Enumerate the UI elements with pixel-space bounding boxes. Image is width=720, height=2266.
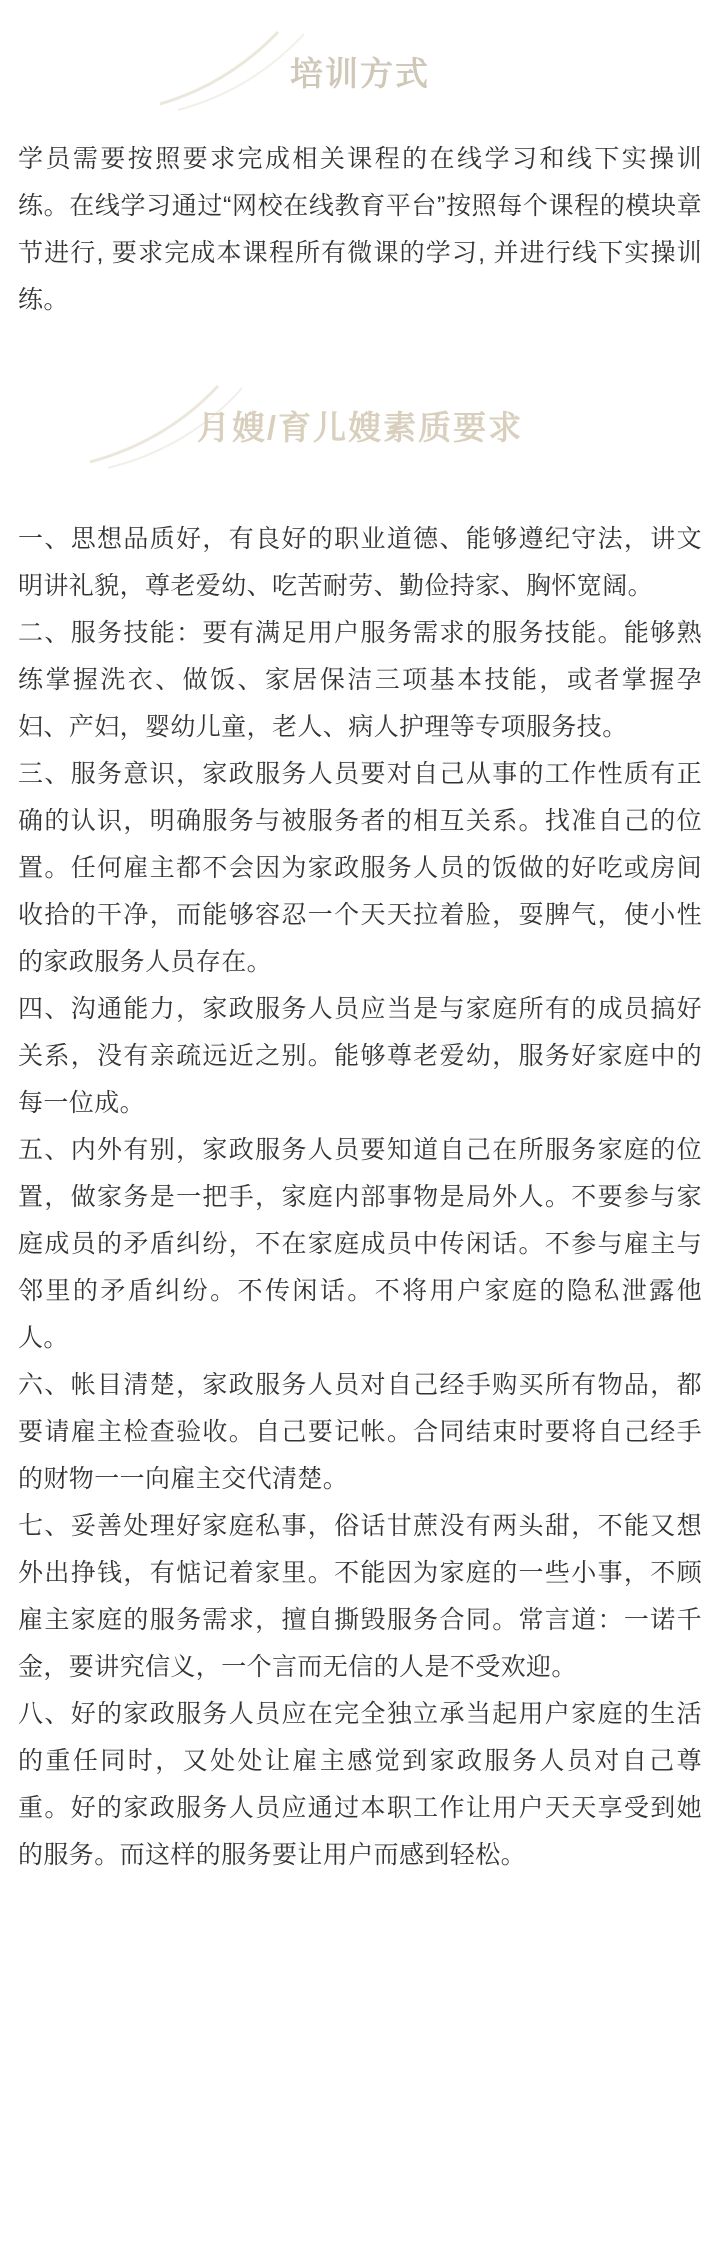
heading-text: 培训方式: [290, 55, 430, 92]
paragraph: 学员需要按照要求完成相关课程的在线学习和线下实操训练。在线学习通过“网校在线教育平台”按照每个课程的模块章节进行, 要求完成本课程所有微课的学习, 并进行线下实操训练。: [18, 145, 702, 314]
heading-text: 月嫂/育儿嫂素质要求: [196, 409, 524, 446]
document-page: [0, 30, 720, 2266]
section-body-quality-requirements: [10, 516, 710, 1879]
paragraph: 五、内外有别，家政服务人员要知道自己在所服务家庭的位置，做家务是一把手，家庭内部事物是局外人。不要参与家庭成员的矛盾纠纷，不在家庭成员中传闲话。不参与雇主与邻里的矛盾纠纷。不传闲话。不将用户家庭的隐私泄露他人。: [18, 1136, 702, 1352]
paragraph: 八、好的家政服务人员应在完全独立承当起用户家庭的生活的重任同时，又处处让雇主感觉到家政服务人员对自己尊重。好的家政服务人员应通过本职工作让用户天天享受到她的服务。而这样的服务要让用户而感到轻松。: [18, 1700, 702, 1869]
paragraph: 四、沟通能力，家政服务人员应当是与家庭所有的成员搞好关系，没有亲疏远近之别。能够尊老爱幼，服务好家庭中的每一位成。: [18, 995, 702, 1117]
paragraph: 六、帐目清楚，家政服务人员对自己经手购买所有物品，都要请雇主检查验收。自己要记帐。合同结束时要将自己经手的财物一一向雇主交代清楚。: [18, 1371, 702, 1493]
paragraph: 二、服务技能：要有满足用户服务需求的服务技能。能够熟练掌握洗衣、做饭、家居保洁三项基本技能，或者掌握孕妇、产妇，婴幼儿童，老人、病人护理等专项服务技。: [18, 619, 702, 741]
spacer: [10, 324, 710, 358]
paragraph: 一、思想品质好，有良好的职业道德、能够遵纪守法，讲文明讲礼貌，尊老爱幼、吃苦耐劳、勤俭持家、胸怀宽阔。: [18, 525, 702, 600]
paragraph: 七、妥善处理好家庭私事，俗话甘蔗没有两头甜，不能又想外出挣钱，有惦记着家里。不能因为家庭的一些小事，不顾雇主家庭的服务需求，擅自撕毁服务合同。常言道：一诺千金，要讲究信义，一个言而无信的人是不受欢迎。: [18, 1512, 702, 1681]
paragraph: 三、服务意识，家政服务人员要对自己从事的工作性质有正确的认识，明确服务与被服务者的相互关系。找准自己的位置。任何雇主都不会因为家政服务人员的饭做的好吃或房间收拾的干净，而能够容忍一个天天拉着脸，耍脾气，使小性的家政服务人员存在。: [18, 760, 702, 976]
section-heading-training-method: [10, 30, 710, 126]
section-body-training-method: [10, 136, 710, 324]
section-heading-quality-requirements: [10, 384, 710, 480]
spacer: [10, 480, 710, 516]
